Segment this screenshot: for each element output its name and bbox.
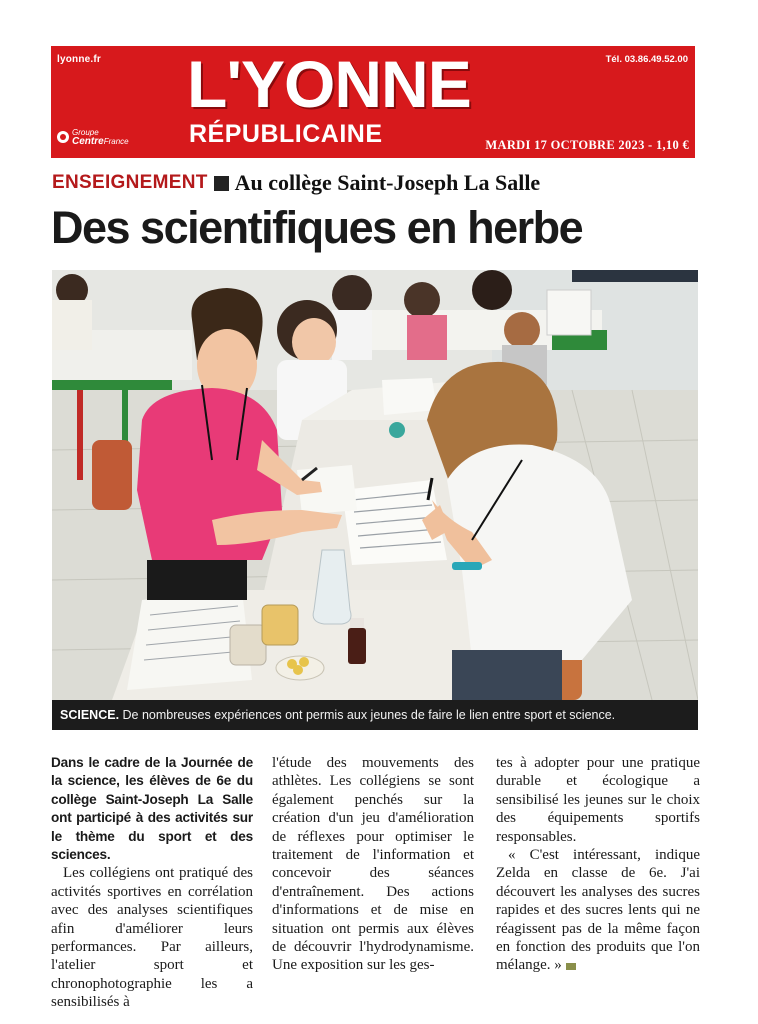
article-column-1 <box>51 754 253 1012</box>
article-paragraph: Les collégiens ont pratiqué des activités sportives en corrélation avec des analyses scientifiques afin d'améliorer leurs performances. Par ailleurs, l'atelier sport et chronophotographie les a sensibilisés à <box>51 865 253 1011</box>
quote-text: « C'est intéressant, indique Zelda en classe de 6e. J'ai découvert les analyses des sucres rapides et des sucres lents qui ne réagissent pas de la même façon en fonction des produits que l'on mélange. » <box>496 847 700 974</box>
caption-text: De nombreuses expériences ont permis aux jeunes de faire le lien entre sport et science. <box>119 708 616 722</box>
masthead <box>51 46 695 158</box>
square-bullet-icon <box>214 176 229 191</box>
group-label: Groupe <box>72 128 99 137</box>
article-location: Au collège Saint-Joseph La Salle <box>234 170 541 195</box>
phone-number: Tél. 03.86.49.52.00 <box>605 54 688 65</box>
article-paragraph: tes à adopter pour une pratique durable et écologique a sensibilisé les jeunes sur le choix des équipements sportifs responsables. <box>496 755 700 845</box>
article-quote <box>496 846 700 975</box>
group-name: Centre <box>72 136 104 147</box>
article-column-2 <box>272 754 474 975</box>
issue-date-price: MARDI 17 OCTOBRE 2023 - 1,10 € <box>485 138 689 152</box>
group-logo-icon <box>57 131 69 143</box>
photo-caption <box>52 700 698 730</box>
site-url: lyonne.fr <box>57 54 102 65</box>
article-paragraph: l'étude des mouvements des athlètes. Les collégiens se sont également penchés sur la création d'un jeu d'amélioration de réflexes pour optimiser le traitement de l'information et concevoir des séances d'entraînement. Des actions d'informations et de mise en situation ont permis aux élèves de découvrir l'hydrodynamisme. Une exposition sur les ges- <box>272 755 474 974</box>
end-mark-icon <box>566 963 576 970</box>
group-logo <box>57 128 129 146</box>
group-name-suffix: France <box>103 137 129 146</box>
caption-label: SCIENCE. <box>60 708 120 722</box>
article-headline: Des scientifiques en herbe <box>51 202 583 253</box>
newspaper-title: L'YONNE <box>187 47 471 121</box>
article-photo <box>52 270 698 700</box>
section-label: ENSEIGNEMENT <box>52 172 208 193</box>
article-lead: Dans le cadre de la Journée de la science, les élèves de 6e du collège Saint-Joseph La Salle ont participé à des activités sur le thème du sport et des sciences. <box>51 755 253 863</box>
article-column-3 <box>496 754 700 975</box>
newspaper-subtitle: RÉPUBLICAINE <box>189 120 383 148</box>
article-kicker <box>52 168 540 198</box>
